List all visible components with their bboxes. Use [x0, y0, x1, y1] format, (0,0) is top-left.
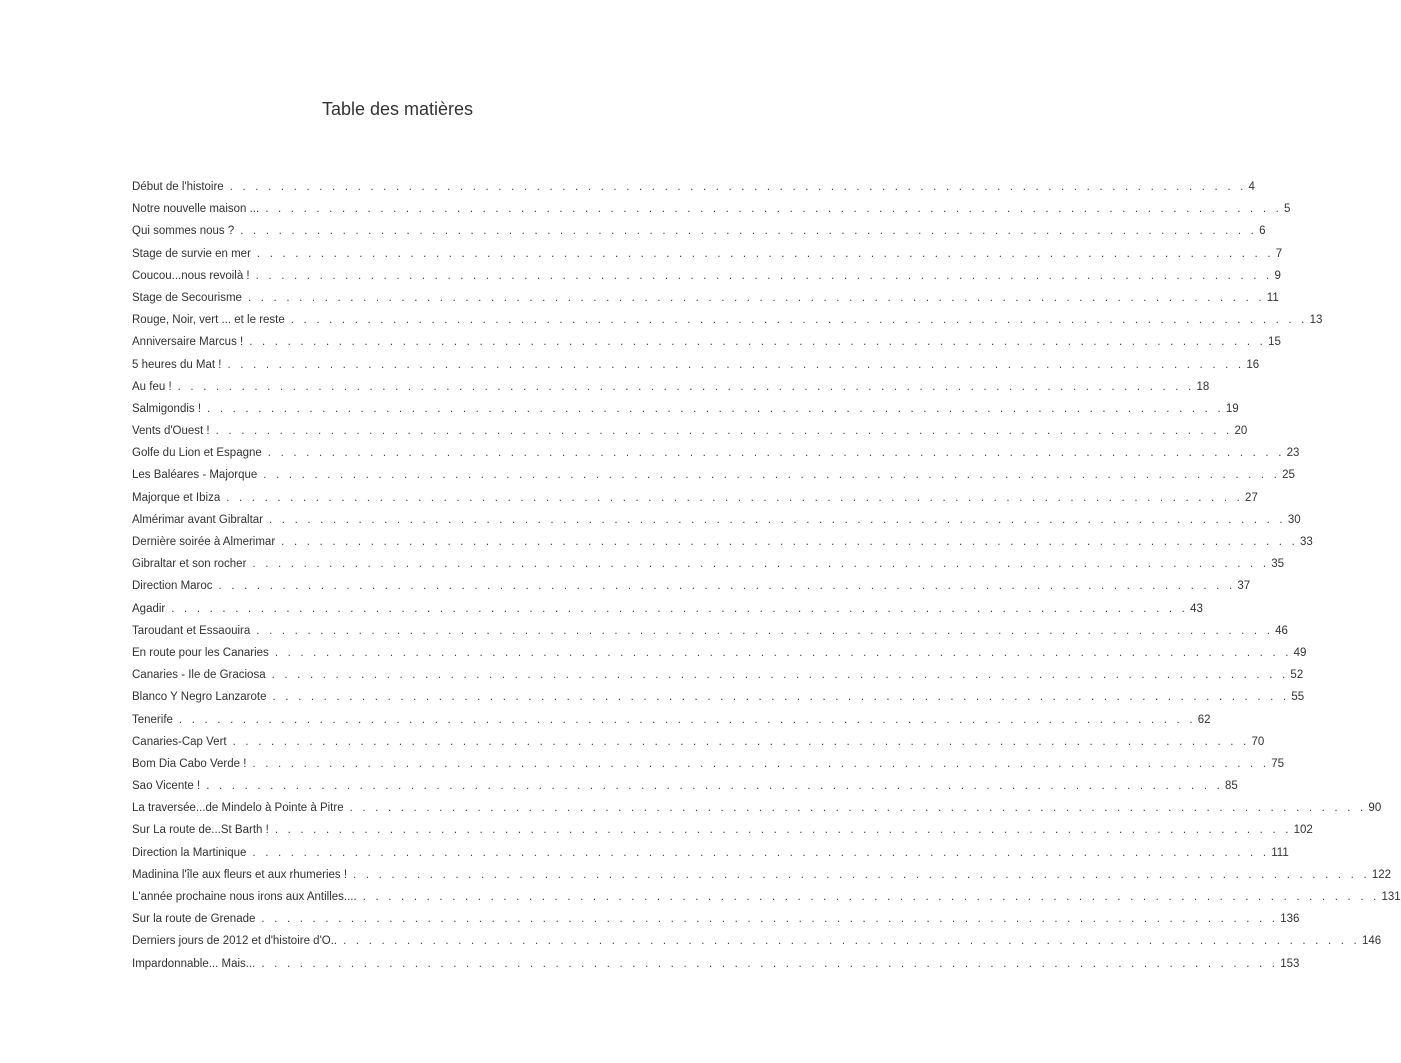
toc-entry[interactable] [132, 775, 1238, 797]
dot-leader: . . . . . . . . . . . . . . . . . . . . . . . . . . . . . . . . . . . . . . . . . . . . . . . . . . . . . . . . . . . . . . . . . . . . . . . . . . . . . . . . [343, 935, 1360, 948]
dot-leader: . . . . . . . . . . . . . . . . . . . . . . . . . . . . . . . . . . . . . . . . . . . . . . . . . . . . . . . . . . . . . . . . . . . . . . . . . . . . . . . . [290, 314, 1308, 327]
toc-entry[interactable] [132, 487, 1258, 509]
toc-entry-title: Stage de Secourisme [132, 291, 242, 304]
toc-entry-page-number: 35 [1271, 558, 1285, 571]
toc-entry-title: Majorque et Ibiza [132, 491, 221, 504]
toc-entry[interactable] [132, 709, 1211, 731]
toc-entry[interactable] [132, 420, 1248, 442]
toc-entry-title: Stage de survie en mer [132, 247, 251, 260]
toc-entry-page-number: 153 [1280, 957, 1300, 970]
toc-entry-page-number: 70 [1251, 735, 1265, 748]
dot-leader: . . . . . . . . . . . . . . . . . . . . . . . . . . . . . . . . . . . . . . . . . . . . . . . . . . . . . . . . . . . . . . . . . . . . . . . . . . . . . . . . [256, 247, 1274, 260]
toc-entry[interactable] [132, 331, 1281, 353]
toc-entry-title: Blanco Y Negro Lanzarote [132, 691, 267, 704]
toc-entry-page-number: 33 [1300, 536, 1313, 548]
toc-entry[interactable] [132, 797, 1382, 819]
toc-entry[interactable] [132, 930, 1382, 952]
toc-entry-page-number: 90 [1368, 802, 1382, 815]
toc-entry-title: Coucou...nous revoilà ! [132, 269, 250, 282]
toc-entry-title: Almérimar avant Gibraltar [132, 513, 264, 526]
toc-entry-page-number: 146 [1361, 935, 1382, 948]
toc-entry-title: Sao Vicente ! [132, 780, 201, 793]
toc-entry-page-number: 23 [1286, 447, 1300, 460]
toc-entry-title: Sur la route de Grenade [132, 913, 256, 926]
toc-entry-page-number: 49 [1293, 646, 1307, 659]
toc-entry-title: Dernière soirée à Almerimar [132, 536, 276, 548]
toc-entry[interactable] [132, 220, 1266, 242]
dot-leader: . . . . . . . . . . . . . . . . . . . . . . . . . . . . . . . . . . . . . . . . . . . . . . . . . . . . . . . . . . . . . . . . . . . . . . . . . . . . . . . . [178, 713, 1196, 726]
toc-entry[interactable] [132, 243, 1283, 265]
toc-entry-title: La traversée...de Mindelo à Pointe à Pitre [132, 802, 344, 815]
toc-entry[interactable] [132, 664, 1304, 686]
toc-entry-page-number: 7 [1275, 247, 1283, 260]
dot-leader: . . . . . . . . . . . . . . . . . . . . . . . . . . . . . . . . . . . . . . . . . . . . . . . . . . . . . . . . . . . . . . . . . . . . . . . . . . . . . . . . [252, 846, 1270, 859]
toc-entry-page-number: 111 [1271, 846, 1289, 859]
dot-leader: . . . . . . . . . . . . . . . . . . . . . . . . . . . . . . . . . . . . . . . . . . . . . . . . . . . . . . . . . . . . . . . . . . . . . . . . . . . . . . . . [349, 802, 1367, 815]
dot-leader: . . . . . . . . . . . . . . . . . . . . . . . . . . . . . . . . . . . . . . . . . . . . . . . . . . . . . . . . . . . . . . . . . . . . . . . . . . . . . . . . [206, 780, 1224, 793]
toc-entry[interactable] [132, 886, 1401, 908]
toc-entry-page-number: 43 [1190, 602, 1203, 615]
toc-entry-page-number: 16 [1246, 358, 1260, 371]
toc-entry-title: Anniversaire Marcus ! [132, 336, 244, 349]
dot-leader: . . . . . . . . . . . . . . . . . . . . . . . . . . . . . . . . . . . . . . . . . . . . . . . . . . . . . . . . . . . . . . . . . . . . . . . . . . . . . . . . [252, 757, 1270, 770]
toc-entry[interactable] [132, 642, 1307, 664]
dot-leader: . . . . . . . . . . . . . . . . . . . . . . . . . . . . . . . . . . . . . . . . . . . . . . . . . . . . . . . . . . . . . . . . . . . . . . . . . . . . . . . . [274, 646, 1292, 659]
toc-entry-title: Canaries-Cap Vert [132, 735, 227, 748]
dot-leader: . . . . . . . . . . . . . . . . . . . . . . . . . . . . . . . . . . . . . . . . . . . . . . . . . . . . . . . . . . . . . . . . . . . . . . . . . . . . . . . . [267, 447, 1285, 460]
toc-title: Table des matières [321, 99, 474, 119]
toc-entry[interactable] [132, 376, 1210, 398]
toc-entry[interactable] [132, 753, 1285, 775]
toc-entry-title: Salmigondis ! [132, 402, 202, 415]
toc-entry-page-number: 30 [1287, 513, 1301, 526]
toc-entry-page-number: 18 [1196, 380, 1210, 393]
toc-entry[interactable] [132, 620, 1288, 642]
toc-entry[interactable] [132, 598, 1203, 620]
toc-entry-page-number: 55 [1291, 691, 1305, 704]
toc-entry[interactable] [132, 819, 1313, 841]
dot-leader: . . . . . . . . . . . . . . . . . . . . . . . . . . . . . . . . . . . . . . . . . . . . . . . . . . . . . . . . . . . . . . . . . . . . . . . . . . . . . . . . [274, 824, 1292, 837]
toc-entry-title: Rouge, Noir, vert ... et le reste [132, 314, 285, 327]
toc-entry-title: Vents d'Ouest ! [132, 425, 210, 438]
toc-entry-page-number: 122 [1371, 868, 1392, 881]
toc-entry[interactable] [132, 309, 1323, 331]
toc-entry-page-number: 25 [1282, 469, 1295, 482]
toc-entry-page-number: 5 [1284, 203, 1291, 216]
toc-entry-title: Au feu ! [132, 380, 172, 393]
toc-entry-title: 5 heures du Mat ! [132, 358, 222, 371]
dot-leader: . . . . . . . . . . . . . . . . . . . . . . . . . . . . . . . . . . . . . . . . . . . . . . . . . . . . . . . . . . . . . . . . . . . . . . . . . . . . . . . . [271, 669, 1289, 682]
toc-entry-title: Madinina l'île aux fleurs et aux rhumeries ! [132, 868, 348, 881]
toc-list [132, 176, 1401, 975]
toc-entry-page-number: 20 [1234, 425, 1248, 438]
dot-leader: . . . . . . . . . . . . . . . . . . . . . . . . . . . . . . . . . . . . . . . . . . . . . . . . . . . . . . . . . . . . . . . . . . . . . . . . . . . . . . . . [362, 891, 1380, 903]
dot-leader: . . . . . . . . . . . . . . . . . . . . . . . . . . . . . . . . . . . . . . . . . . . . . . . . . . . . . . . . . . . . . . . . . . . . . . . . . . . . . . . . [247, 291, 1265, 304]
toc-entry[interactable] [132, 842, 1289, 864]
dot-leader: . . . . . . . . . . . . . . . . . . . . . . . . . . . . . . . . . . . . . . . . . . . . . . . . . . . . . . . . . . . . . . . . . . . . . . . . . . . . . . . . [227, 358, 1245, 371]
toc-entry[interactable] [132, 531, 1313, 553]
dot-leader: . . . . . . . . . . . . . . . . . . . . . . . . . . . . . . . . . . . . . . . . . . . . . . . . . . . . . . . . . . . . . . . . . . . . . . . . . . . . . . . . [265, 203, 1283, 216]
dot-leader: . . . . . . . . . . . . . . . . . . . . . . . . . . . . . . . . . . . . . . . . . . . . . . . . . . . . . . . . . . . . . . . . . . . . . . . . . . . . . . . . [218, 580, 1236, 593]
dot-leader: . . . . . . . . . . . . . . . . . . . . . . . . . . . . . . . . . . . . . . . . . . . . . . . . . . . . . . . . . . . . . . . . . . . . . . . . . . . . . . . . [249, 336, 1267, 349]
toc-entry-title: Direction la Martinique [132, 846, 247, 859]
toc-entry-title: Impardonnable... Mais... [132, 957, 256, 970]
toc-entry-page-number: 37 [1237, 580, 1251, 593]
toc-entry[interactable] [132, 953, 1300, 975]
toc-entry-title: Bom Dia Cabo Verde ! [132, 757, 247, 770]
dot-leader: . . . . . . . . . . . . . . . . . . . . . . . . . . . . . . . . . . . . . . . . . . . . . . . . . . . . . . . . . . . . . . . . . . . . . . . . . . . . . . . . [177, 380, 1195, 393]
toc-entry-page-number: 52 [1290, 669, 1304, 682]
toc-entry-page-number: 9 [1274, 269, 1281, 282]
toc-entry-title: En route pour les Canaries [132, 646, 269, 659]
toc-entry[interactable] [132, 553, 1285, 575]
toc-entry-title: Golfe du Lion et Espagne [132, 447, 262, 460]
toc-entry-title: Agadir [132, 602, 166, 615]
toc-entry[interactable] [132, 442, 1300, 464]
dot-leader: . . . . . . . . . . . . . . . . . . . . . . . . . . . . . . . . . . . . . . . . . . . . . . . . . . . . . . . . . . . . . . . . . . . . . . . . . . . . . . . . [353, 868, 1370, 881]
toc-entry-page-number: 62 [1197, 713, 1211, 726]
toc-entry-page-number: 13 [1309, 314, 1323, 327]
dot-leader: . . . . . . . . . . . . . . . . . . . . . . . . . . . . . . . . . . . . . . . . . . . . . . . . . . . . . . . . . . . . . . . . . . . . . . . . . . . . . . . . [226, 491, 1244, 504]
dot-leader: . . . . . . . . . . . . . . . . . . . . . . . . . . . . . . . . . . . . . . . . . . . . . . . . . . . . . . . . . . . . . . . . . . . . . . . . . . . . . . . . [207, 402, 1224, 415]
dot-leader: . . . . . . . . . . . . . . . . . . . . . . . . . . . . . . . . . . . . . . . . . . . . . . . . . . . . . . . . . . . . . . . . . . . . . . . . . . . . . . . . [240, 225, 1258, 238]
toc-entry-title: Tenerife [132, 713, 173, 726]
toc-entry-title: Sur La route de...St Barth ! [132, 824, 269, 837]
toc-entry-page-number: 11 [1266, 291, 1279, 304]
toc-entry[interactable] [132, 464, 1295, 486]
toc-entry-title: Début de l'histoire [132, 181, 224, 193]
dot-leader: . . . . . . . . . . . . . . . . . . . . . . . . . . . . . . . . . . . . . . . . . . . . . . . . . . . . . . . . . . . . . . . . . . . . . . . . . . . . . . . . [281, 536, 1298, 548]
toc-entry[interactable] [132, 398, 1239, 420]
toc-entry-title: Taroudant et Essaouira [132, 624, 251, 637]
toc-entry-title: Direction Maroc [132, 580, 213, 593]
dot-leader: . . . . . . . . . . . . . . . . . . . . . . . . . . . . . . . . . . . . . . . . . . . . . . . . . . . . . . . . . . . . . . . . . . . . . . . . . . . . . . . . [261, 913, 1279, 926]
toc-entry-page-number: 75 [1271, 757, 1285, 770]
dot-leader: . . . . . . . . . . . . . . . . . . . . . . . . . . . . . . . . . . . . . . . . . . . . . . . . . . . . . . . . . . . . . . . . . . . . . . . . . . . . . . . . [229, 181, 1247, 193]
dot-leader: . . . . . . . . . . . . . . . . . . . . . . . . . . . . . . . . . . . . . . . . . . . . . . . . . . . . . . . . . . . . . . . . . . . . . . . . . . . . . . . . [232, 735, 1250, 748]
toc-entry-page-number: 136 [1280, 913, 1300, 926]
toc-entry-title: Notre nouvelle maison ... [132, 203, 260, 216]
dot-leader: . . . . . . . . . . . . . . . . . . . . . . . . . . . . . . . . . . . . . . . . . . . . . . . . . . . . . . . . . . . . . . . . . . . . . . . . . . . . . . . . [171, 602, 1189, 615]
toc-entry[interactable] [132, 731, 1265, 753]
toc-entry-page-number: 27 [1245, 491, 1258, 504]
toc-entry-page-number: 131 [1381, 891, 1401, 903]
toc-entry-page-number: 4 [1248, 181, 1255, 193]
toc-entry-page-number: 102 [1293, 824, 1313, 837]
toc-entry[interactable] [132, 575, 1251, 597]
toc-entry[interactable] [132, 864, 1392, 886]
toc-entry-page-number: 15 [1268, 336, 1281, 349]
toc-entry-page-number: 46 [1275, 624, 1288, 637]
dot-leader: . . . . . . . . . . . . . . . . . . . . . . . . . . . . . . . . . . . . . . . . . . . . . . . . . . . . . . . . . . . . . . . . . . . . . . . . . . . . . . . . [272, 691, 1290, 704]
dot-leader: . . . . . . . . . . . . . . . . . . . . . . . . . . . . . . . . . . . . . . . . . . . . . . . . . . . . . . . . . . . . . . . . . . . . . . . . . . . . . . . . [255, 269, 1273, 282]
toc-entry-page-number: 85 [1225, 780, 1238, 793]
dot-leader: . . . . . . . . . . . . . . . . . . . . . . . . . . . . . . . . . . . . . . . . . . . . . . . . . . . . . . . . . . . . . . . . . . . . . . . . . . . . . . . . [263, 469, 1281, 482]
toc-entry-title: Les Baléares - Majorque [132, 469, 258, 482]
toc-entry-page-number: 19 [1225, 402, 1239, 415]
dot-leader: . . . . . . . . . . . . . . . . . . . . . . . . . . . . . . . . . . . . . . . . . . . . . . . . . . . . . . . . . . . . . . . . . . . . . . . . . . . . . . . . [215, 425, 1233, 438]
toc-entry[interactable] [132, 908, 1300, 930]
dot-leader: . . . . . . . . . . . . . . . . . . . . . . . . . . . . . . . . . . . . . . . . . . . . . . . . . . . . . . . . . . . . . . . . . . . . . . . . . . . . . . . . [269, 513, 1286, 526]
toc-entry-title: Qui sommes nous ? [132, 225, 235, 238]
toc-entry[interactable] [132, 198, 1291, 220]
dot-leader: . . . . . . . . . . . . . . . . . . . . . . . . . . . . . . . . . . . . . . . . . . . . . . . . . . . . . . . . . . . . . . . . . . . . . . . . . . . . . . . . [256, 624, 1274, 637]
toc-entry-title: L'année prochaine nous irons aux Antilles.... [132, 891, 357, 903]
toc-entry[interactable] [132, 686, 1305, 708]
toc-entry[interactable] [132, 354, 1260, 376]
toc-entry-title: Derniers jours de 2012 et d'histoire d'O.. [132, 935, 338, 948]
toc-entry[interactable] [132, 509, 1301, 531]
dot-leader: . . . . . . . . . . . . . . . . . . . . . . . . . . . . . . . . . . . . . . . . . . . . . . . . . . . . . . . . . . . . . . . . . . . . . . . . . . . . . . . . [252, 558, 1270, 571]
dot-leader: . . . . . . . . . . . . . . . . . . . . . . . . . . . . . . . . . . . . . . . . . . . . . . . . . . . . . . . . . . . . . . . . . . . . . . . . . . . . . . . . [261, 957, 1279, 970]
toc-entry-page-number: 6 [1259, 225, 1266, 238]
toc-entry[interactable] [132, 176, 1255, 198]
toc-entry[interactable] [132, 265, 1281, 287]
toc-entry[interactable] [132, 287, 1279, 309]
toc-entry-title: Canaries - Ile de Graciosa [132, 669, 266, 682]
toc-entry-title: Gibraltar et son rocher [132, 558, 247, 571]
